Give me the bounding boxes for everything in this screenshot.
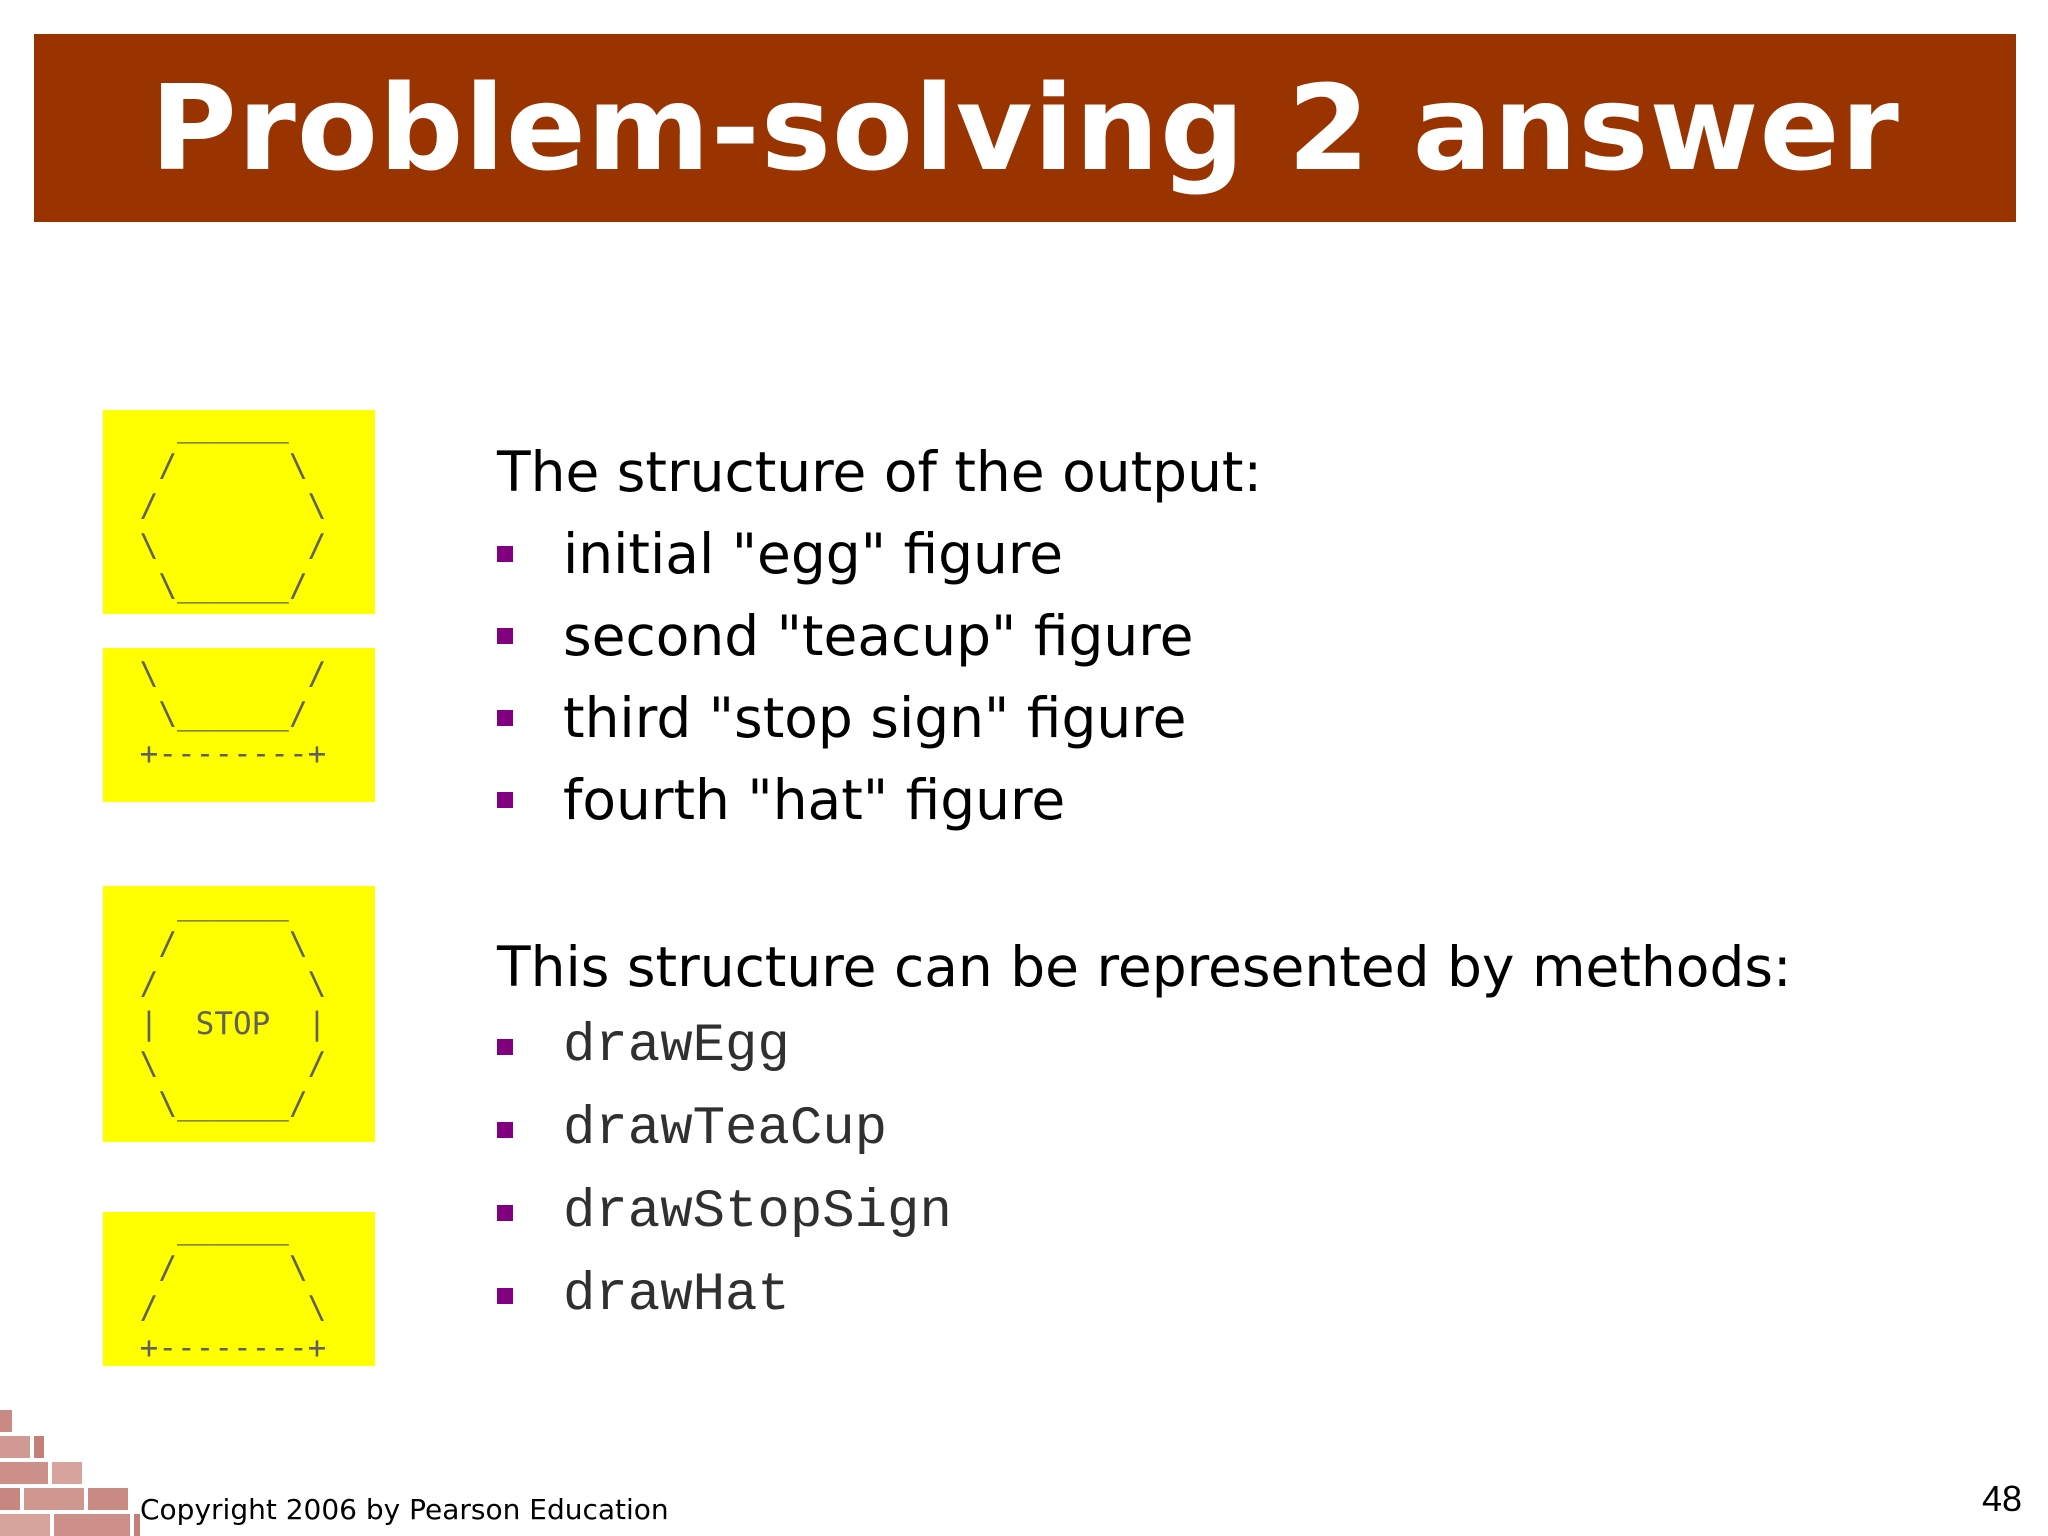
method-name: drawHat bbox=[563, 1265, 790, 1326]
stop-sign-figure-text: ______ / \ / \ | STOP | \ / \______/ bbox=[139, 886, 327, 1122]
title-bar bbox=[34, 34, 2016, 222]
slide-title: Problem-solving 2 answer bbox=[150, 59, 1900, 197]
teacup-figure-text: \ / \______/ +--------+ bbox=[139, 656, 327, 772]
methods-heading: This structure can be represented by methods: bbox=[497, 935, 1792, 999]
egg-figure-text: ______ / \ / \ \ / \______/ bbox=[139, 410, 327, 604]
list-item bbox=[497, 604, 1194, 668]
list-item bbox=[497, 522, 1063, 586]
bullet-icon bbox=[497, 1288, 513, 1304]
list-item bbox=[497, 686, 1186, 750]
list-item-text: second "teacup" figure bbox=[563, 604, 1194, 668]
list-item bbox=[497, 1182, 952, 1243]
bullet-icon bbox=[497, 710, 513, 726]
list-item bbox=[497, 1265, 790, 1326]
bullet-icon bbox=[497, 546, 513, 562]
list-item-text: third "stop sign" figure bbox=[563, 686, 1187, 750]
brick-wall-decoration bbox=[0, 1410, 140, 1536]
egg-figure bbox=[103, 410, 375, 614]
hat-figure-text: ______ / \ / \ +--------+ bbox=[139, 1212, 327, 1366]
hat-figure bbox=[103, 1212, 375, 1366]
list-item-text: initial "egg" figure bbox=[563, 522, 1064, 586]
copyright-footer: Copyright 2006 by Pearson Education bbox=[140, 1493, 669, 1526]
method-name: drawEgg bbox=[563, 1016, 790, 1077]
stop-sign-figure bbox=[103, 886, 375, 1142]
list-item-text: fourth "hat" figure bbox=[563, 768, 1066, 832]
bullet-icon bbox=[497, 1205, 513, 1221]
list-item bbox=[497, 1099, 887, 1160]
teacup-figure bbox=[103, 648, 375, 802]
bullet-icon bbox=[497, 1122, 513, 1138]
list-item bbox=[497, 1016, 790, 1077]
structure-heading: The structure of the output: bbox=[497, 440, 1263, 504]
bullet-icon bbox=[497, 792, 513, 808]
list-item bbox=[497, 768, 1065, 832]
page-number: 48 bbox=[1981, 1478, 2022, 1519]
bullet-icon bbox=[497, 628, 513, 644]
bullet-icon bbox=[497, 1039, 513, 1055]
method-name: drawStopSign bbox=[563, 1182, 952, 1243]
method-name: drawTeaCup bbox=[563, 1099, 888, 1160]
